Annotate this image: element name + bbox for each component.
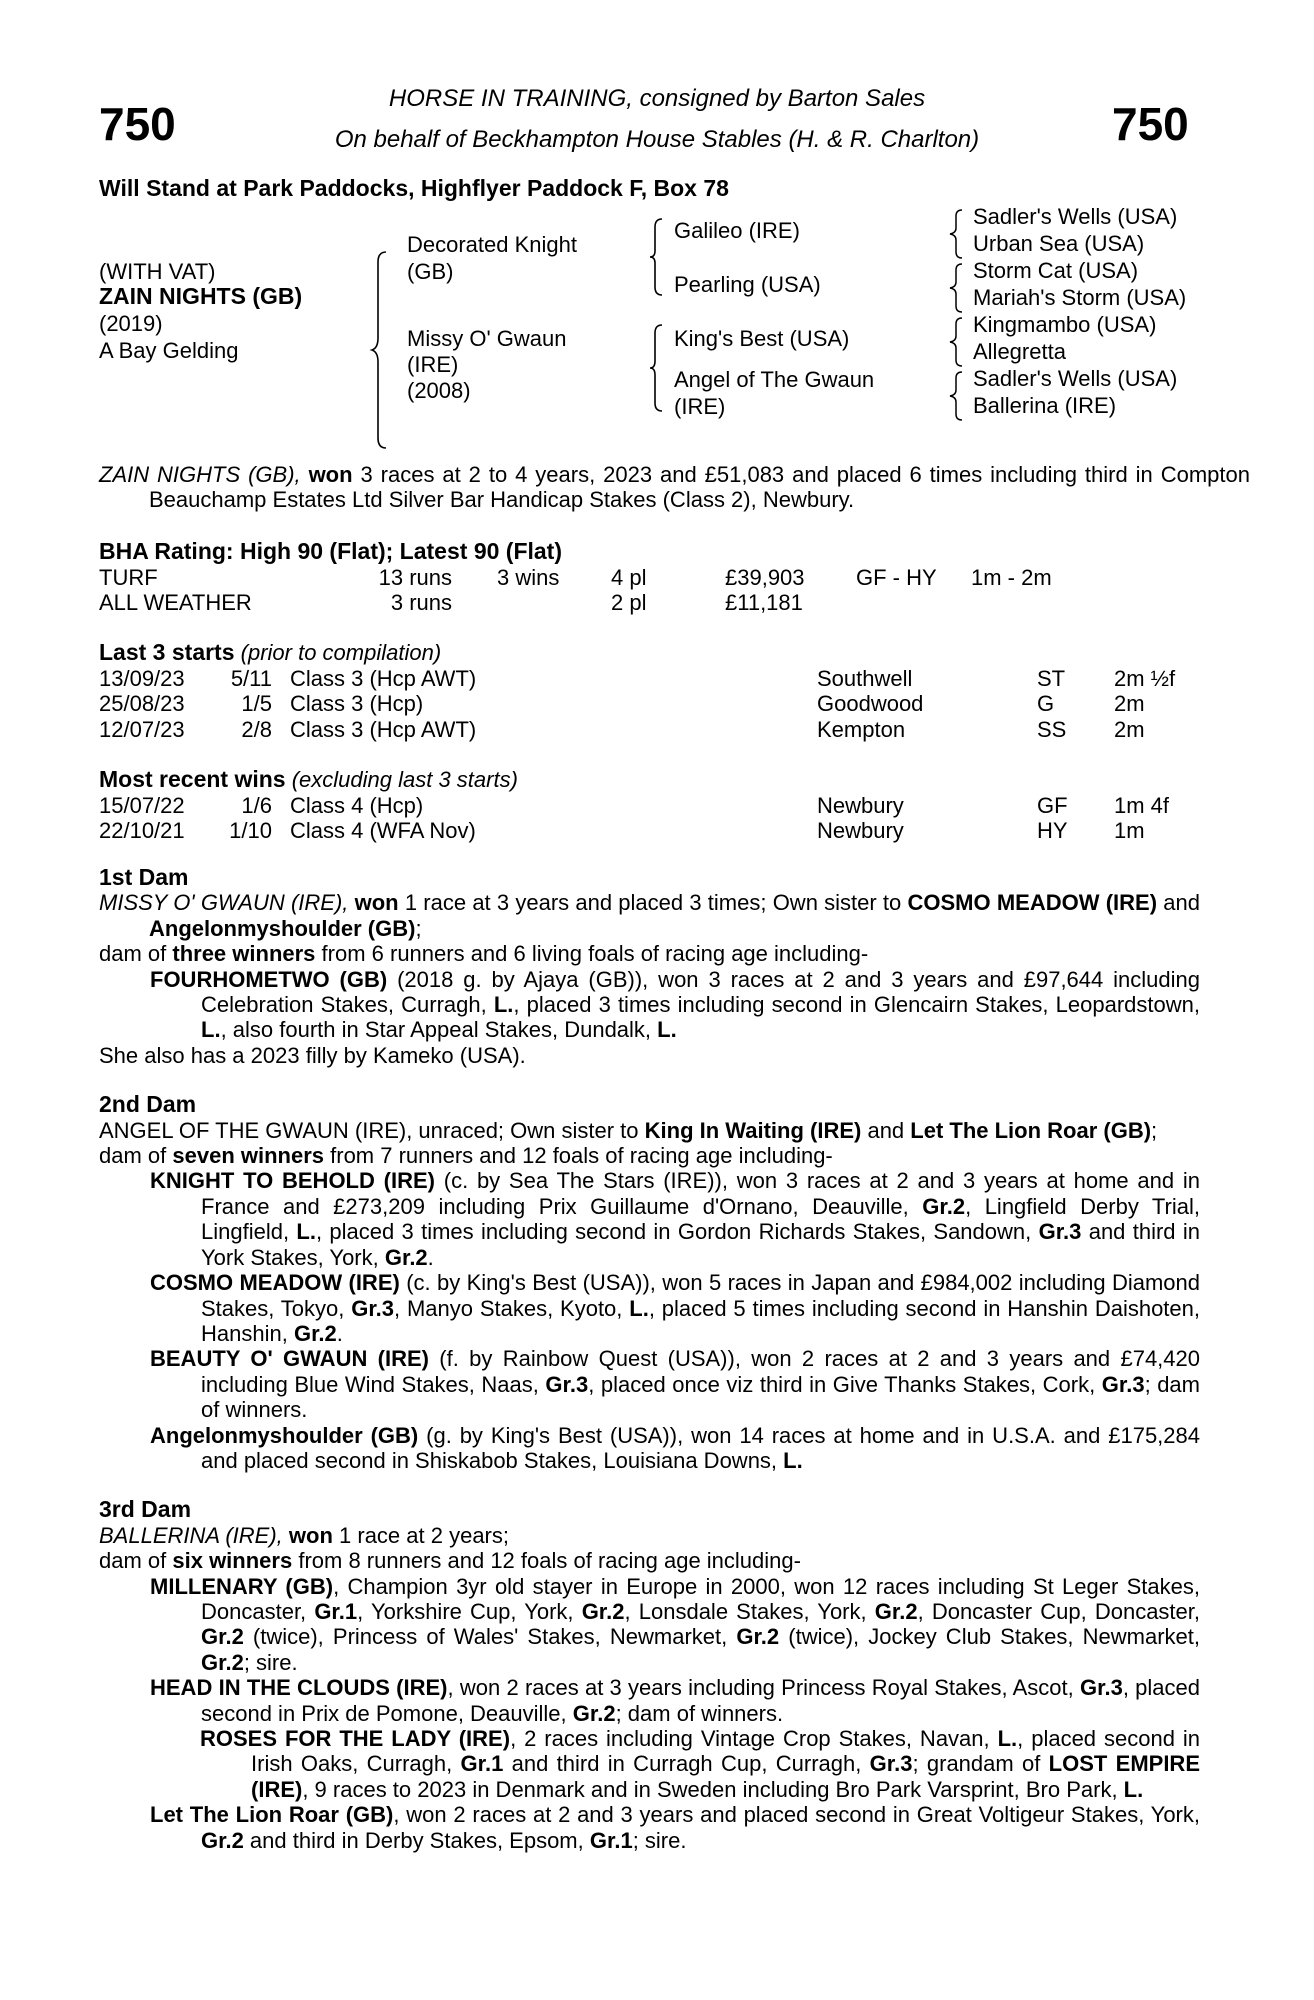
brace-gen1 — [372, 250, 392, 450]
start-race: Class 4 (Hcp) — [290, 793, 424, 818]
text-run: 1 race at 3 years and placed 3 times; Own sister to — [398, 890, 908, 916]
text-run: ; sire. — [243, 1649, 298, 1675]
gen3-4: Mariah's Storm (USA) — [973, 285, 1187, 310]
pedigree-paragraph — [99, 1802, 1200, 1853]
gen3-1: Sadler's Wells (USA) — [973, 204, 1178, 229]
text-run: Gr.2 — [736, 1624, 780, 1650]
lot-number-right: 750 — [1112, 98, 1189, 150]
start-course: Newbury — [817, 793, 904, 818]
pedigree-paragraph — [99, 1168, 1200, 1270]
text-run: Gr.2 — [384, 1244, 428, 1270]
text-run: Gr.1 — [314, 1598, 358, 1624]
text-run: She also has a 2023 filly by Kameko (USA). — [99, 1042, 526, 1068]
text-run: Gr.3 — [1080, 1675, 1123, 1701]
text-run: , Doncaster Cup, Doncaster, — [917, 1598, 1201, 1624]
text-run: seven winners — [172, 1143, 325, 1169]
rating-wins: 3 wins — [497, 565, 560, 590]
horse-year: (2019) — [99, 311, 163, 336]
text-run: Angelonmyshoulder (GB) — [150, 1422, 419, 1448]
text-run: L. — [783, 1447, 803, 1473]
dam-section-1 — [99, 865, 1200, 1068]
text-run: and — [861, 1117, 911, 1143]
text-run: King In Waiting (IRE) — [644, 1117, 862, 1143]
heading-text: Last 3 starts — [99, 639, 235, 665]
text-run: Gr.2 — [581, 1598, 625, 1624]
start-race: Class 4 (WFA Nov) — [290, 818, 476, 844]
start-going: ST — [1037, 666, 1066, 691]
pedigree-paragraph — [99, 890, 1200, 941]
start-date: 25/08/23 — [99, 691, 185, 717]
start-going: SS — [1037, 716, 1067, 742]
text-run: and — [1157, 890, 1200, 916]
text-run: Gr.3 — [351, 1295, 395, 1321]
text-run: ANGEL OF THE GWAUN (IRE), unraced; Own sister to — [99, 1117, 645, 1143]
start-distance: 2m ½f — [1114, 666, 1176, 691]
text-run: 1 race at 2 years; — [332, 1522, 509, 1548]
pedigree-paragraph — [99, 1270, 1200, 1346]
text-run: (twice), Princess of Wales' Stakes, Newmarket, — [243, 1624, 737, 1650]
text-run: Gr.2 — [874, 1598, 918, 1624]
text-run: Gr.1 — [589, 1827, 633, 1853]
rating-placed: 4 pl — [611, 565, 647, 590]
text-run: from 7 runners and 12 foals of racing age including- — [324, 1143, 833, 1169]
text-run: (2018 g. by Ajaya (GB)), won 3 races at 2 and 3 years and £97,644 including Celebration Stakes, Curragh, — [201, 966, 1201, 1018]
recent-wins-heading — [99, 767, 518, 792]
text-run: L. — [657, 1017, 677, 1043]
text-run: Gr.2 — [572, 1700, 616, 1726]
bha-rating: BHA Rating: High 90 (Flat); Latest 90 (Flat) — [99, 538, 562, 564]
text-run: won — [282, 1522, 333, 1548]
rating-going: GF - HY — [856, 565, 937, 590]
text-run: , won 2 races at 2 and 3 years and placed second in Great Voltigeur Stakes, York, — [393, 1802, 1200, 1828]
pedigree-paragraph — [99, 1574, 1200, 1676]
text-run: , placed second in Prix de Pomone, Deauville, — [201, 1675, 1201, 1726]
start-date: 13/09/23 — [99, 666, 185, 691]
text-run: , 9 races to 2023 in Denmark and in Sweden including Bro Park Varsprint, Bro Park, — [302, 1776, 1124, 1802]
text-run: , placed 5 times including second in Hanshin Daishoten, Hanshin, — [201, 1295, 1200, 1346]
text-run: MISSY O' GWAUN (IRE), — [99, 890, 349, 916]
gen3-8: Ballerina (IRE) — [973, 393, 1117, 418]
start-going: GF — [1037, 793, 1068, 818]
start-distance: 2m — [1114, 691, 1145, 717]
pedigree-paragraph — [99, 1675, 1200, 1726]
lot-number-left: 750 — [99, 98, 176, 150]
text-run: , Lingfield Derby Trial, Lingfield, — [201, 1193, 1201, 1245]
dam-sections — [99, 865, 1200, 1853]
text-run: LOST EMPIRE (IRE) — [251, 1751, 1200, 1802]
text-run: Gr.2 — [293, 1320, 337, 1346]
dam-dam-origin: (IRE) — [674, 394, 726, 419]
text-run: KNIGHT TO BEHOLD (IRE) — [150, 1168, 435, 1194]
text-run: MILLENARY (GB) — [150, 1573, 334, 1599]
pedigree-paragraph — [99, 1346, 1200, 1422]
text-run: L. — [629, 1295, 649, 1321]
start-distance: 1m — [1114, 818, 1145, 844]
text-run: dam of — [99, 941, 173, 967]
dam-sire: King's Best (USA) — [674, 326, 850, 351]
start-pos: 1/6 — [241, 793, 272, 818]
start-course: Southwell — [817, 666, 913, 691]
sire-sire: Galileo (IRE) — [674, 218, 800, 243]
text-run: Let The Lion Roar (GB) — [150, 1802, 394, 1828]
text-run: , Champion 3yr old stayer in Europe in 2000, won 12 races including St Leger Stakes, Doncaster, — [201, 1573, 1200, 1624]
section-title: 2nd Dam — [99, 1091, 197, 1118]
text-run: from 6 runners and 6 living foals of racing age including- — [315, 941, 869, 967]
braces-gen3 — [950, 208, 966, 648]
text-run: FOURHOMETWO (GB) — [150, 966, 388, 992]
dam-year: (2008) — [407, 378, 471, 403]
start-race: Class 3 (Hcp AWT) — [290, 666, 477, 691]
text-run: . — [336, 1320, 343, 1346]
gen3-3: Storm Cat (USA) — [973, 258, 1139, 283]
pedigree-paragraph — [99, 1523, 1200, 1548]
vat-note: (WITH VAT) — [99, 259, 216, 284]
start-course: Kempton — [817, 716, 906, 742]
section-title: 3rd Dam — [99, 1496, 192, 1523]
pedigree-paragraph — [99, 1726, 1200, 1802]
race-summary — [99, 462, 1250, 513]
text-run: (c. by Sea The Stars (IRE)), won 3 races at 2 and 3 years at home and in France and £273,209 including Prix Guillaume d'Ornano, Deauville, — [201, 1168, 1201, 1219]
text-run: HEAD IN THE CLOUDS (IRE) — [150, 1675, 448, 1701]
sire-origin: (GB) — [407, 259, 454, 284]
start-pos: 2/8 — [241, 716, 272, 742]
text-run: ZAIN NIGHTS (GB), — [99, 462, 301, 487]
text-run: Angelonmyshoulder (GB) — [149, 915, 416, 941]
text-run: (g. by King's Best (USA)), won 14 races at home and in U.S.A. and £175,284 and placed second in Shiskabob Stakes, Louisiana Downs, — [201, 1422, 1200, 1473]
text-run: Gr.3 — [1101, 1371, 1145, 1397]
pedigree-paragraph — [99, 1118, 1200, 1143]
text-run: and third in Derby Stakes, Epsom, — [243, 1827, 590, 1853]
text-run: Gr.3 — [869, 1751, 913, 1777]
gen3-5: Kingmambo (USA) — [973, 312, 1157, 337]
dam-section-3 — [99, 1497, 1200, 1853]
text-run: L. — [997, 1726, 1018, 1751]
text-run: BALLERINA (IRE), — [99, 1522, 283, 1548]
pedigree-paragraph — [99, 1043, 1200, 1068]
start-pos: 1/5 — [241, 691, 272, 717]
text-run: , Yorkshire Cup, York, — [357, 1598, 582, 1624]
text-run: , Manyo Stakes, Kyoto, — [394, 1295, 630, 1321]
text-run: ; sire. — [632, 1827, 687, 1853]
text-run: , Lonsdale Stakes, York, — [624, 1598, 875, 1624]
text-run: and third in York Stakes, York, — [201, 1219, 1200, 1270]
text-run: , placed 3 times including second in Gordon Richards Stakes, Sandown, — [315, 1219, 1039, 1245]
sire-dam: Pearling (USA) — [674, 272, 821, 297]
start-date: 12/07/23 — [99, 716, 185, 742]
text-run: , 2 races including Vintage Crop Stakes, Navan, — [510, 1726, 998, 1751]
heading-text: Most recent wins — [99, 766, 286, 792]
text-run: , also fourth in Star Appeal Stakes, Dundalk, — [220, 1017, 658, 1043]
text-run: L. — [1123, 1776, 1144, 1802]
text-run: , placed 3 times including second in Glencairn Stakes, Leopardstown, — [513, 992, 1200, 1018]
text-run: (f. by Rainbow Quest (USA)), won 2 races at 2 and 3 years and £74,420 including Blue Wind Stakes, Naas, — [201, 1346, 1200, 1397]
heading-note: (excluding last 3 starts) — [285, 767, 518, 792]
text-run: ; — [415, 915, 422, 941]
text-run: , placed once viz third in Give Thanks Stakes, Cork, — [588, 1371, 1102, 1397]
text-run: COSMO MEADOW (IRE) — [907, 890, 1158, 916]
consignor-line: On behalf of Beckhampton House Stables (H. & R. Charlton) — [334, 126, 980, 153]
dam-origin: (IRE) — [407, 352, 459, 377]
heading-note: (prior to compilation) — [234, 640, 442, 665]
gen3-6: Allegretta — [973, 339, 1066, 364]
text-run: Gr.3 — [1038, 1219, 1082, 1245]
text-run: Gr.1 — [460, 1751, 504, 1777]
start-going: G — [1037, 691, 1055, 717]
text-run: won — [300, 462, 353, 487]
text-run: , won 2 races at 3 years including Princess Royal Stakes, Ascot, — [447, 1675, 1081, 1701]
text-run: COSMO MEADOW (IRE) — [150, 1270, 400, 1296]
pedigree-paragraph — [99, 1143, 1200, 1168]
rating-runs: 13 runs — [378, 565, 452, 590]
text-run: three winners — [172, 941, 316, 967]
stand-location: Will Stand at Park Paddocks, Highflyer Paddock F, Box 78 — [99, 175, 729, 201]
rating-distance: 1m - 2m — [971, 565, 1052, 590]
start-date: 22/10/21 — [99, 818, 185, 844]
consignment-line: HORSE IN TRAINING, consigned by Barton Sales — [388, 85, 926, 112]
start-race: Class 3 (Hcp) — [290, 691, 424, 717]
text-run: Gr.2 — [201, 1827, 244, 1853]
start-pos: 5/11 — [230, 666, 272, 691]
text-run: , placed second in Irish Oaks, Curragh, — [251, 1726, 1200, 1777]
text-run: six winners — [172, 1548, 293, 1574]
pedigree-paragraph — [99, 941, 1200, 966]
text-run: won — [348, 890, 399, 916]
text-run: dam of — [99, 1143, 173, 1169]
start-distance: 1m 4f — [1114, 793, 1170, 818]
text-run: dam of — [99, 1548, 173, 1574]
dam-dam: Angel of The Gwaun — [674, 367, 875, 392]
dam-section-2 — [99, 1092, 1200, 1473]
horse-name: ZAIN NIGHTS (GB) — [99, 283, 303, 309]
sire-name: Decorated Knight — [407, 232, 577, 257]
start-course: Newbury — [817, 818, 904, 844]
text-run: Let The Lion Roar (GB) — [910, 1117, 1152, 1143]
start-pos: 1/10 — [229, 818, 272, 844]
brace-sire — [650, 217, 670, 297]
start-distance: 2m — [1114, 716, 1145, 742]
rating-prize: £39,903 — [725, 565, 805, 590]
last-starts-heading — [99, 640, 441, 665]
section-title: 1st Dam — [99, 864, 189, 890]
text-run: ; — [1151, 1117, 1158, 1143]
text-run: and third in Curragh Cup, Curragh, — [503, 1751, 870, 1777]
text-run: ; dam of winners. — [201, 1371, 1200, 1423]
start-course: Goodwood — [817, 691, 924, 717]
dam-name: Missy O' Gwaun — [407, 326, 567, 351]
text-run: Gr.3 — [545, 1371, 589, 1397]
text-run: Gr.2 — [201, 1624, 244, 1650]
text-run: ROSES FOR THE LADY (IRE) — [200, 1726, 511, 1751]
start-date: 15/07/22 — [99, 793, 185, 818]
text-run: (c. by King's Best (USA)), won 5 races in Japan and £984,002 including Diamond Stakes, Tokyo, — [201, 1270, 1200, 1321]
text-run: (twice), Jockey Club Stakes, Newmarket, — [779, 1624, 1200, 1650]
pedigree-paragraph — [99, 1423, 1200, 1474]
rating-prize: £11,181 — [725, 590, 803, 615]
brace-dam — [650, 323, 670, 413]
text-run: L. — [493, 992, 514, 1018]
text-run: ; grandam of — [912, 1751, 1049, 1777]
rating-placed: 2 pl — [611, 590, 647, 615]
rating-runs: 3 runs — [390, 590, 452, 615]
text-run: 3 races at 2 to 4 years, 2023 and £51,083 and placed 6 times including third in Compton Beauchamp Estates Ltd Silver Bar Handicap Stakes (Class 2), Newbury. — [149, 462, 1250, 513]
pedigree-paragraph — [99, 1548, 1200, 1573]
start-going: HY — [1037, 818, 1068, 844]
text-run: ; dam of winners. — [615, 1700, 784, 1726]
text-run: L. — [201, 1017, 221, 1043]
start-race: Class 3 (Hcp AWT) — [290, 716, 477, 742]
rating-surface: ALL WEATHER — [99, 590, 252, 615]
text-run: Gr.2 — [922, 1193, 966, 1219]
text-run: from 8 runners and 12 foals of racing age including- — [292, 1548, 801, 1574]
horse-description: A Bay Gelding — [99, 338, 239, 363]
pedigree-paragraph — [99, 967, 1200, 1043]
text-run: BEAUTY O' GWAUN (IRE) — [150, 1346, 429, 1372]
gen3-2: Urban Sea (USA) — [973, 231, 1145, 256]
text-run: L. — [296, 1219, 316, 1245]
text-run: . — [427, 1244, 434, 1270]
rating-surface: TURF — [99, 565, 158, 590]
text-run: Gr.2 — [201, 1649, 244, 1675]
gen3-7: Sadler's Wells (USA) — [973, 366, 1178, 391]
